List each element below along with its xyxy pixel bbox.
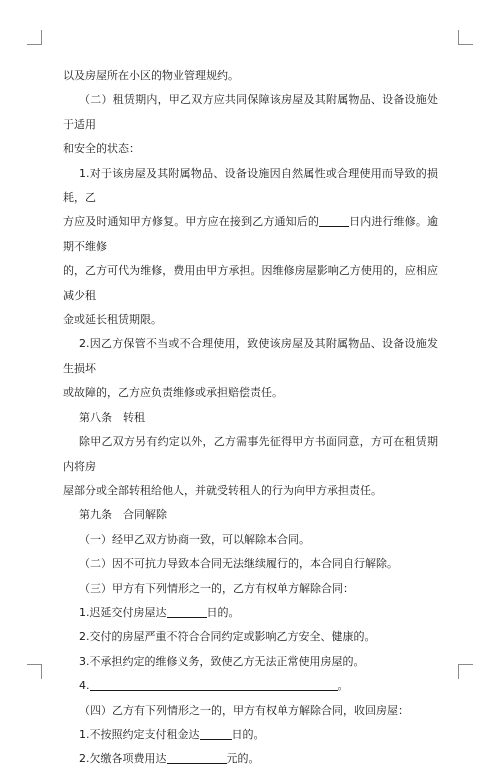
text-line: （四）乙方有下列情形之一的，甲方有权单方解除合同，收回房屋：	[79, 703, 409, 717]
article-heading: 第九条 合同解除	[79, 508, 167, 522]
text-line	[63, 210, 438, 259]
text-line	[63, 674, 438, 698]
text-line: 2.交付的房屋严重不符合合同约定或影响乙方安全、健康的。	[79, 630, 376, 644]
text-line: 或故障的，乙方应负责维修或承担赔偿责任。	[63, 386, 283, 400]
text-segment: 。	[337, 679, 349, 693]
text-line: （二）租赁期内，甲乙双方应共同保障该房屋及其附属物品、设备设施处于适用	[63, 93, 438, 131]
text-segment: 4.	[79, 679, 90, 693]
text-line	[63, 747, 438, 771]
text-segment: 元的。	[226, 752, 260, 766]
fill-blank-days[interactable]	[167, 605, 207, 618]
fill-blank-amount[interactable]	[167, 751, 227, 764]
document-body	[63, 64, 438, 772]
crop-mark-top-right	[458, 30, 473, 45]
crop-mark-top-left	[27, 30, 42, 45]
text-segment: 1.迟延交付房屋达	[79, 605, 167, 619]
text-line: 1.对于该房屋及其附属物品、设备设施因自然属性或合理使用而导致的损耗，乙	[63, 166, 438, 205]
crop-mark-bottom-right	[458, 664, 473, 679]
text-line: 3.不承担约定的维修义务，致使乙方无法正常使用房屋的。	[79, 654, 365, 668]
text-line: 除甲乙双方另有约定以外，乙方需事先征得甲方书面同意，方可在租赁期内将房	[63, 435, 438, 473]
text-segment: 1.不按照约定支付租金达	[79, 727, 200, 741]
text-line: 屋部分或全部转租给他人，并就受转租人的行为向甲方承担责任。	[63, 483, 382, 497]
text-segment: 日内进行维修。逾期不维修	[63, 215, 439, 253]
text-line: （一）经甲乙双方协商一致，可以解除本合同。	[79, 532, 310, 546]
text-line: 金或延长租赁期限。	[63, 313, 162, 327]
text-line: （二）因不可抗力导致本合同无法继续履行的，本合同自行解除。	[79, 557, 398, 571]
text-line	[63, 723, 438, 747]
article-heading: 第八条 转租	[79, 410, 145, 424]
text-line: 的，乙方可代为维修，费用由甲方承担。因维修房屋影响乙方使用的，应相应减少租	[63, 264, 438, 302]
text-line: （三）甲方有下列情形之一的，乙方有权单方解除合同：	[79, 581, 354, 595]
text-line: 以及房屋所在小区的物业管理规约。	[63, 69, 239, 82]
text-line: 2.因乙方保管不当或不合理使用，致使该房屋及其附属物品、设备设施发生损坏	[63, 337, 438, 375]
text-segment: 日的。	[206, 605, 240, 619]
text-line: 和安全的状态：	[63, 142, 140, 156]
text-line	[63, 601, 438, 625]
fill-blank-days[interactable]	[319, 214, 349, 227]
text-segment: 方应及时通知甲方修复。甲方应在接到乙方通知后的	[63, 215, 319, 229]
fill-blank-days[interactable]	[200, 727, 232, 740]
text-segment: 日的。	[231, 727, 265, 741]
text-segment: 2.欠缴各项费用达	[79, 752, 167, 766]
fill-blank-other[interactable]	[90, 678, 338, 691]
crop-mark-bottom-left	[27, 664, 42, 679]
